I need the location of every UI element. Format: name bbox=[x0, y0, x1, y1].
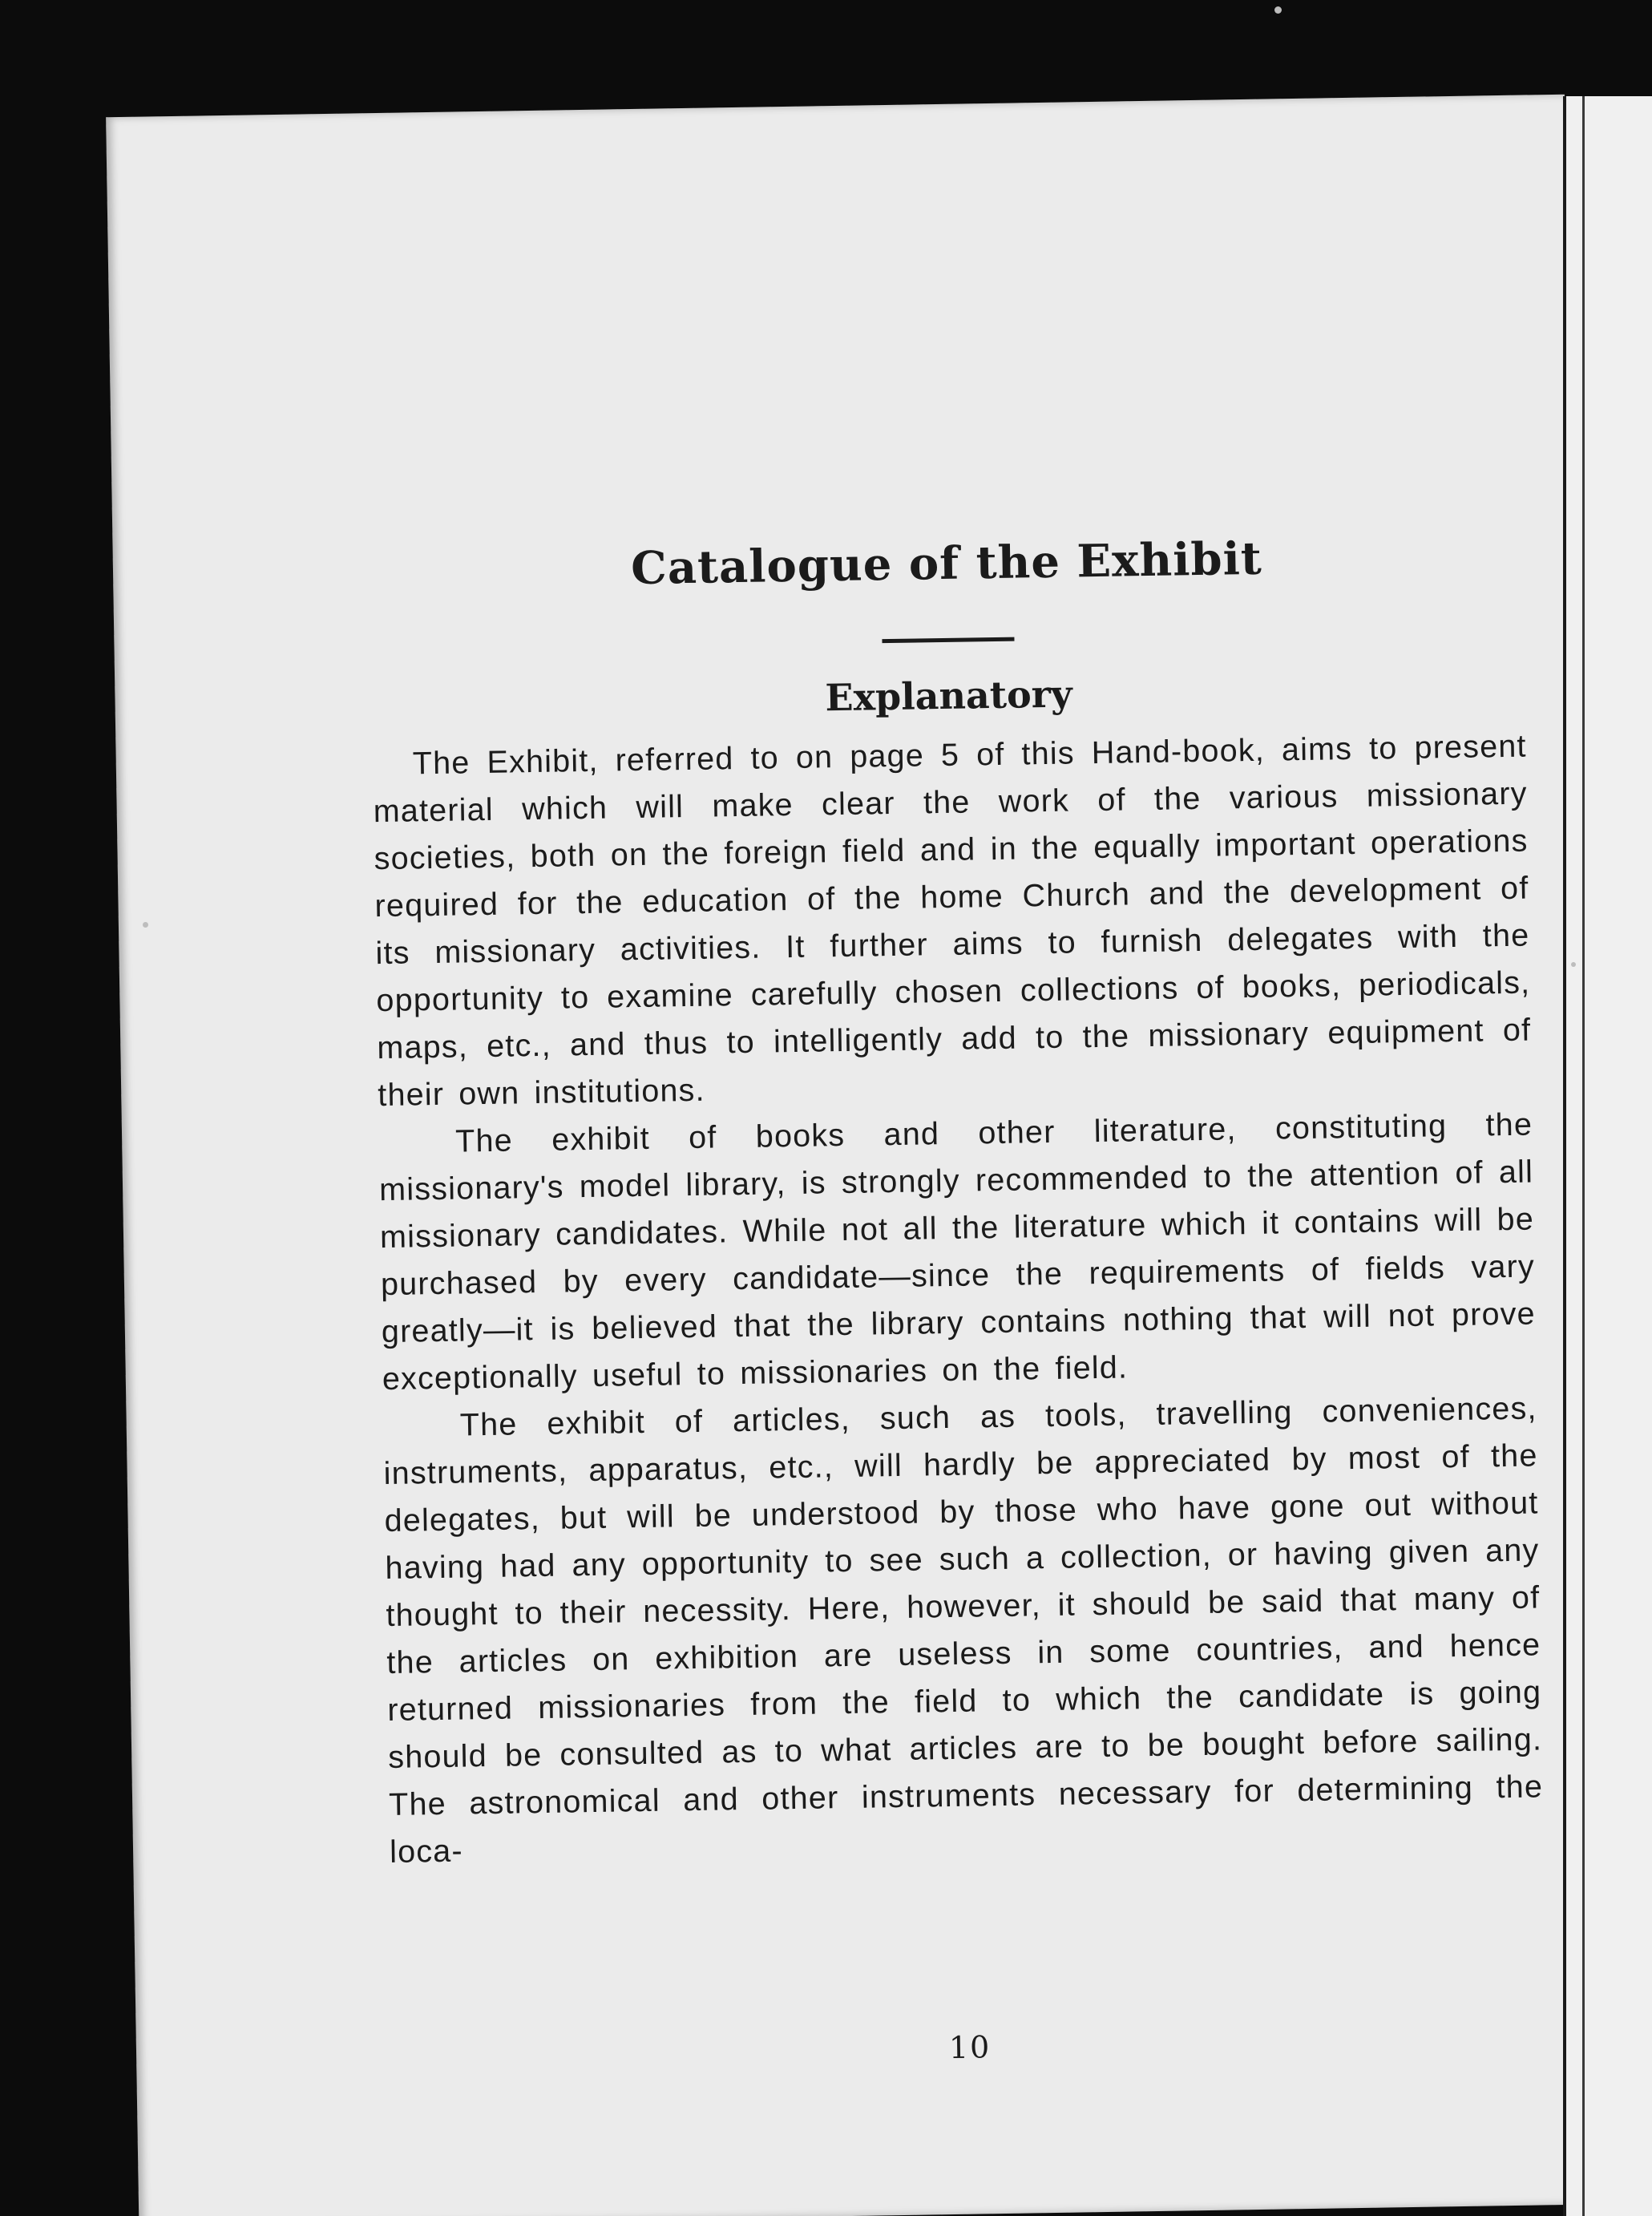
dust-speck bbox=[143, 922, 148, 928]
paragraph-1-text: The Exhibit, referred to on page 5 of this Hand-book, aims to present material which will make clear the work of the various missionary societies, both on the foreign field and in the equally important operations required for the education of the home Church and the development of its missionary activities. It further aims to furnish delegates with the opportunity to examine carefully chosen collections of books, periodicals, maps, etc., and thus to intelligently add to the missionary equipment of their own institutions. bbox=[373, 728, 1532, 1114]
dust-speck bbox=[1571, 962, 1576, 967]
facing-page-edge bbox=[1563, 96, 1652, 2216]
page-number: 10 bbox=[948, 2029, 992, 2066]
section-heading: Explanatory bbox=[825, 672, 1073, 720]
page-title: Catalogue of the Exhibit bbox=[630, 532, 1263, 596]
paragraph-2-text: The exhibit of books and other literature, constituting the missionary's model library, is strongly recommended to the attention of all missionary candidates. While not all the literature which it contains will be purchased by every candidate—since the requirements of fields vary greatly—it is believed that the library contains nothing that will not prove exceptionally useful to missionaries on the field. bbox=[378, 1106, 1537, 1397]
book-page bbox=[106, 95, 1597, 2216]
title-rule bbox=[882, 637, 1014, 644]
text-block bbox=[367, 416, 1544, 2066]
paragraph-3 bbox=[382, 1385, 1544, 1876]
paragraph-2 bbox=[378, 1101, 1537, 1403]
dust-speck bbox=[1274, 6, 1282, 14]
facing-page-spine bbox=[1582, 96, 1585, 2216]
paragraph-3-text: The exhibit of articles, such as tools, travelling conveniences, instruments, apparatus, etc., will hardly be appreciated by most of the delegates, but will be understood by those who have gone out without having had any opportunity to see such a collection, or having given any thought to their necessity. Here, however, it should be said that many of the articles on exhibition are useless in some countries, and hence returned missionaries from the field to which the candidate is going should be consulted as to what articles are to be bought before sailing. The astronomical and other instruments necessary for determining the loca- bbox=[383, 1390, 1544, 1870]
paragraph-1 bbox=[372, 723, 1532, 1120]
